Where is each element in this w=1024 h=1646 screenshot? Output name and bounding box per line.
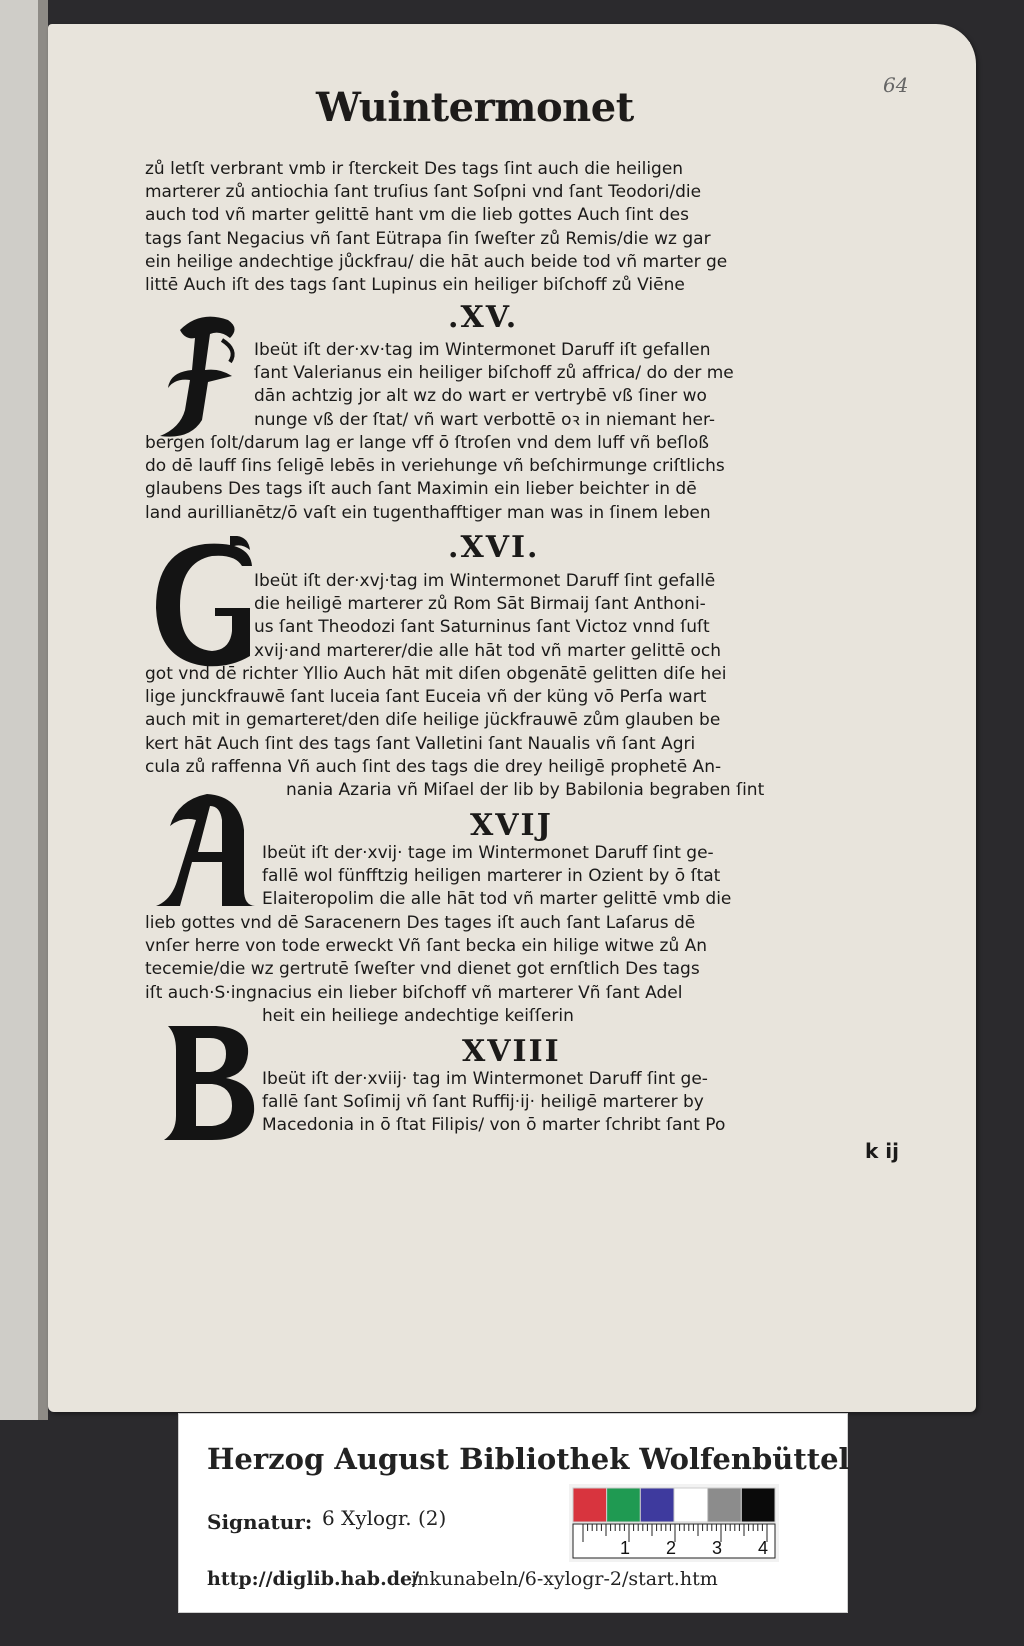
text-line: littē Auch iſt des tags ſant Lupinus ein heiliger biſchoff zů Viēne <box>145 274 685 295</box>
text-line: auch tod vñ marter gelittē hant vm die lieb gottes Auch ſint des <box>145 205 689 226</box>
scale-number: 3 <box>711 1538 723 1558</box>
text-line: fallē ſant Soſimij vñ ſant Ruffij·ij· heiligē marterer by <box>262 1092 704 1113</box>
section-heading-xvi: .XVI. <box>448 530 540 565</box>
signatur-label: Signatur: <box>207 1510 313 1534</box>
text-line: land aurillianētz/ō vaſt ein tugenthafftiger man was in ſinem leben <box>145 502 711 523</box>
signature-mark: k ij <box>865 1139 899 1163</box>
section-xvii-indented <box>262 842 731 912</box>
text-line: ſant Valerianus ein heiliger biſchoff zů affrica/ do der me <box>254 363 734 384</box>
text-line: xvij·and marterer/die alle hāt tod vñ marter gelittē och <box>254 640 722 661</box>
signatur-value: 6 Xylogr. (2) <box>322 1506 447 1530</box>
color-swatch <box>640 1488 674 1522</box>
section-xvii-body <box>145 912 707 1005</box>
section-xvi-indented <box>254 570 721 663</box>
section-xv-indented <box>254 339 734 432</box>
color-swatch <box>674 1488 708 1522</box>
folio-number: 64 <box>883 73 909 97</box>
text-line: Ibeüt iſt der·xv·tag im Wintermonet Daruff iſt gefallen <box>254 340 711 360</box>
url-base: http://diglib.hab.de/ <box>207 1568 420 1590</box>
book-gutter <box>38 0 48 1420</box>
decorated-initial-f <box>150 310 250 449</box>
text-line: iſt auch·S·ingnacius ein lieber biſchoff vñ marterer Vñ ſant Adel <box>145 982 683 1003</box>
text-line: Ibeüt iſt der·xvij· tage im Wintermonet Daruff ſint ge- <box>262 843 714 863</box>
running-head: Wuintermonet <box>316 84 634 131</box>
text-line: die heiligē marterer zů Rom Sāt Birmaij ſant Anthoni- <box>254 594 706 615</box>
text-line: Macedonia in ō ſtat Filipis/ von ō marter ſchribt ſant Po <box>262 1115 726 1136</box>
section-xvi-body <box>145 663 726 779</box>
text-line: us ſant Theodozi ſant Saturninus ſant Victoz vnnd ſuſt <box>254 617 710 638</box>
text-line: auch mit in gemarteret/den diſe heilige jückfrauwē zům glauben be <box>145 710 721 731</box>
text-line: glaubens Des tags iſt auch ſant Maximin ein lieber beichter in dē <box>145 479 697 500</box>
intro-text <box>145 158 727 297</box>
color-swatch <box>741 1488 775 1522</box>
decorated-initial-b <box>160 1020 260 1149</box>
text-line: tags ſant Negacius vñ ſant Eütrapa ſin ſweſter zů Remis/die wz gar <box>145 228 711 249</box>
text-line: Ibeüt iſt der·xvj·tag im Wintermonet Daruff ſint gefallē <box>254 571 716 591</box>
section-xvii-closing <box>262 1005 574 1028</box>
text-line: do dē lauff ſins ſeligē lebēs in veriehunge vñ beſchirmunge criſtlichs <box>145 456 725 477</box>
text-line: lieb gottes vnd dē Saracenern Des tages iſt auch ſant Laſarus dē <box>145 913 696 933</box>
text-line: tecemie/die wz gertrutē ſweſter vnd dienet got ernſtlich Des tags <box>145 959 700 980</box>
text-line: vnſer herre von tode erweckt Vñ ſant becka ein hilige witwe zů An <box>145 936 708 957</box>
url-path: inkunabeln/6-xylogr-2/start.htm <box>411 1568 718 1590</box>
section-xviii-indented <box>262 1068 725 1138</box>
text-line: cula zů raffenna Vñ auch ſint des tags die drey heiligē prophetē An- <box>145 756 722 777</box>
text-line: fallē wol fünfftzig heiligen marterer in Ozient by ō ſtat <box>262 866 721 887</box>
decorated-initial-a <box>152 790 257 914</box>
text-line: bergen ſolt/darum lag er lange vff ō ſtroſen vnd dem luff vñ beſloß <box>145 433 709 453</box>
color-swatch <box>573 1488 607 1522</box>
text-line: ein heilige andechtige jůckfrau/ die hāt auch beide tod vñ marter ge <box>145 251 728 272</box>
text-line: nania Azaria vñ Miſael der lib by Babilonia begraben ſint <box>286 780 765 800</box>
text-line: dān achtzig jor alt wz do wart er vertrybē vß ſiner wo <box>254 386 707 407</box>
text-line: zů letſt verbrant vmb ir ſterckeit Des tags ſint auch die heiligen <box>145 159 684 179</box>
text-line: nunge vß der ſtat/ vñ wart verbottē oꝛ in niemant her- <box>254 409 715 430</box>
section-xv-body <box>145 432 725 525</box>
text-line: kert hāt Auch ſint des tags ſant Valletini ſant Naualis vñ ſant Agri <box>145 733 696 754</box>
scale-number: 1 <box>619 1538 631 1558</box>
scale-number: 4 <box>757 1538 769 1558</box>
section-heading-xvii: XVIJ <box>470 808 553 843</box>
library-title: Herzog August Bibliothek Wolfenbüttel <box>207 1442 850 1476</box>
decorated-initial-g <box>150 536 255 675</box>
section-heading-xv: .XV. <box>448 300 519 335</box>
library-label-card <box>178 1413 848 1613</box>
color-swatch <box>708 1488 742 1522</box>
text-line: got vnd dē richter Yllio Auch hāt mit diſen obgenātē gelitten diſe hei <box>145 664 727 684</box>
color-scale-bar <box>569 1484 779 1562</box>
text-line: lige junckfrauwē ſant luceia ſant Euceia vñ der küng vō Perſa wart <box>145 687 707 708</box>
text-line: heit ein heiliege andechtige keiſſerin <box>262 1006 574 1026</box>
color-swatch <box>607 1488 641 1522</box>
section-xvi-closing <box>286 779 764 802</box>
text-line: marterer zů antiochia ſant truſius ſant Soſpni vnd ſant Teodori/die <box>145 182 702 203</box>
scale-number: 2 <box>665 1538 677 1558</box>
section-heading-xviii: XVIII <box>462 1034 561 1069</box>
text-line: Ibeüt iſt der·xviij· tag im Wintermonet Daruff ſint ge- <box>262 1069 708 1089</box>
text-line: Elaiteropolim die alle hāt tod vñ marter gelittē vmb die <box>262 889 732 910</box>
